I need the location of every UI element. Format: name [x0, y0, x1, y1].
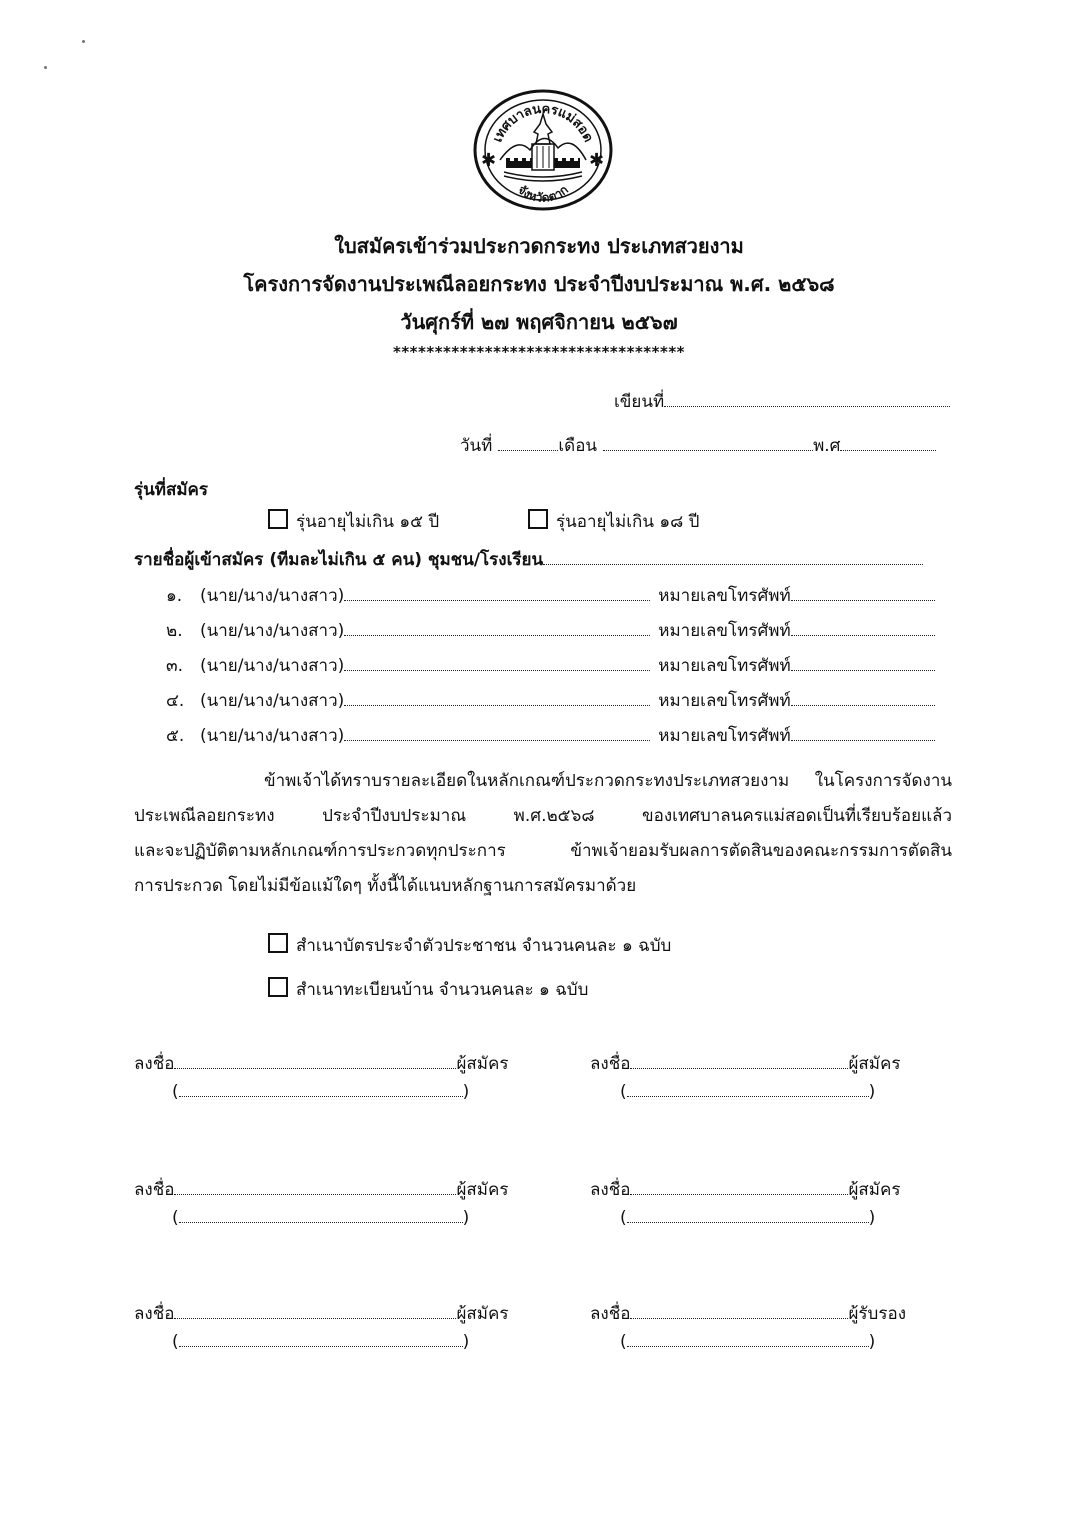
sign-label: ลงชื่อ — [134, 1304, 175, 1324]
signature-block — [134, 1300, 509, 1327]
signature-block — [590, 1300, 906, 1327]
applicant-role-label: ผู้สมัคร — [456, 1180, 509, 1200]
applicant-name-field[interactable] — [344, 621, 650, 636]
sign-label: ลงชื่อ — [590, 1180, 631, 1200]
written-at-field[interactable] — [664, 392, 950, 407]
scan-speck — [82, 40, 85, 43]
form-title: ใบสมัครเข้าร่วมประกวดกระทง ประเภทสวยงาม — [334, 234, 744, 258]
applicant-role-label: ผู้สมัคร — [456, 1304, 509, 1324]
close-paren: ) — [868, 1332, 876, 1352]
house-registration-copy-checkbox[interactable] — [268, 977, 288, 997]
phone-field[interactable] — [791, 726, 935, 741]
signature-block — [134, 1050, 509, 1077]
close-paren: ) — [868, 1082, 876, 1102]
open-paren: ( — [172, 1208, 179, 1228]
phone-label: หมายเลขโทรศัพท์ — [658, 656, 791, 676]
month-label: เดือน — [558, 436, 598, 456]
day-field[interactable] — [498, 436, 558, 451]
declaration-line: การประกวด โดยไม่มีข้อแม้ใดๆ ทั้งนี้ได้แนบหลักฐานการสมัครมาด้วย — [134, 876, 637, 896]
svg-text:จังหวัดตาก — [515, 183, 571, 205]
printed-name-field[interactable] — [627, 1208, 869, 1223]
svg-text:✱: ✱ — [589, 150, 605, 171]
phone-label: หมายเลขโทรศัพท์ — [658, 621, 791, 641]
printed-name-field[interactable] — [179, 1082, 463, 1097]
written-at-label: เขียนที่ — [614, 392, 665, 412]
id-card-copy-label: สำเนาบัตรประจำตัวประชาชน จำนวนคนละ ๑ ฉบับ — [296, 936, 672, 956]
signature-field[interactable] — [174, 1304, 456, 1319]
sign-label: ลงชื่อ — [590, 1304, 631, 1324]
name-prefix: (นาย/นาง/นางสาว) — [200, 586, 345, 606]
applicants-heading: รายชื่อผู้เข้าสมัคร (ทีมละไม่เกิน ๕ คน) ชุมชน/โรงเรียน — [134, 550, 544, 570]
day-label: วันที่ — [460, 436, 493, 456]
year-label: พ.ศ — [813, 436, 841, 456]
phone-label: หมายเลขโทรศัพท์ — [658, 586, 791, 606]
printed-name-field[interactable] — [627, 1332, 869, 1347]
age18-option-label: รุ่นอายุไม่เกิน ๑๘ ปี — [556, 512, 700, 532]
applicant-row — [166, 652, 935, 679]
signature-block — [134, 1176, 509, 1203]
year-field[interactable] — [840, 436, 936, 451]
age15-option-label: รุ่นอายุไม่เกิน ๑๕ ปี — [296, 512, 440, 532]
applicant-row — [166, 582, 935, 609]
applicant-row — [166, 722, 935, 749]
age15-checkbox[interactable] — [268, 509, 288, 529]
applicant-role-label: ผู้สมัคร — [456, 1054, 509, 1074]
phone-field[interactable] — [791, 621, 935, 636]
declaration-line: ข้าพเจ้าได้ทราบรายละเอียดในหลักเกณฑ์ประกวดกระทงประเภทสวยงาม ในโครงการจัดงาน — [264, 771, 952, 791]
phone-field[interactable] — [791, 586, 935, 601]
close-paren: ) — [462, 1082, 470, 1102]
svg-text:✱: ✱ — [481, 150, 497, 171]
signature-block — [590, 1050, 901, 1077]
month-field[interactable] — [603, 436, 813, 451]
project-title: โครงการจัดงานประเพณีลอยกระทง ประจำปีงบประมาณ พ.ศ. ๒๕๖๘ — [243, 272, 835, 296]
applicant-number: ๑. — [166, 586, 183, 606]
applicant-name-field[interactable] — [344, 656, 650, 671]
applicant-role-label: ผู้สมัคร — [848, 1054, 901, 1074]
applicant-number: ๒. — [166, 621, 183, 641]
sign-label: ลงชื่อ — [134, 1180, 175, 1200]
applicant-row — [166, 687, 935, 714]
applicant-number: ๕. — [166, 726, 185, 746]
printed-name-field[interactable] — [627, 1082, 869, 1097]
signature-field[interactable] — [174, 1054, 456, 1069]
name-prefix: (นาย/นาง/นางสาว) — [200, 691, 345, 711]
open-paren: ( — [620, 1082, 627, 1102]
event-date: วันศุกร์ที่ ๒๗ พฤศจิกายน ๒๕๖๗ — [400, 310, 678, 334]
phone-field[interactable] — [791, 691, 935, 706]
open-paren: ( — [172, 1082, 179, 1102]
printed-name-field[interactable] — [179, 1208, 463, 1223]
declaration-line: ประเพณีลอยกระทง ประจำปีงบประมาณ พ.ศ.๒๕๖๘ ของเทศบาลนครแม่สอดเป็นที่เรียบร้อยแล้ว — [134, 806, 952, 826]
phone-label: หมายเลขโทรศัพท์ — [658, 691, 791, 711]
separator-stars: *********************************** — [392, 343, 686, 361]
seal-bottom-text: จังหวัดตาก — [515, 182, 571, 205]
applicant-row — [166, 617, 935, 644]
scan-speck — [44, 66, 47, 69]
open-paren: ( — [172, 1332, 179, 1352]
sign-label: ลงชื่อ — [590, 1054, 631, 1074]
applicant-name-field[interactable] — [344, 726, 650, 741]
sign-label: ลงชื่อ — [134, 1054, 175, 1074]
applicant-role-label: ผู้สมัคร — [848, 1180, 901, 1200]
open-paren: ( — [620, 1208, 627, 1228]
close-paren: ) — [462, 1332, 470, 1352]
category-label: รุ่นที่สมัคร — [134, 480, 209, 500]
community-school-field[interactable] — [543, 550, 923, 565]
applicant-name-field[interactable] — [344, 691, 650, 706]
declaration-line: และจะปฏิบัติตามหลักเกณฑ์การประกวดทุกประการ ข้าพเจ้ายอมรับผลการตัดสินของคณะกรรมการตัดสิน — [134, 841, 952, 861]
close-paren: ) — [868, 1208, 876, 1228]
municipality-seal-logo — [472, 88, 614, 212]
house-registration-copy-label: สำเนาทะเบียนบ้าน จำนวนคนละ ๑ ฉบับ — [296, 980, 589, 1000]
signature-field[interactable] — [630, 1180, 848, 1195]
phone-label: หมายเลขโทรศัพท์ — [658, 726, 791, 746]
name-prefix: (นาย/นาง/นางสาว) — [200, 726, 345, 746]
applicant-number: ๔. — [166, 691, 185, 711]
age18-checkbox[interactable] — [528, 509, 548, 529]
certifier-role-label: ผู้รับรอง — [848, 1304, 906, 1324]
id-card-copy-checkbox[interactable] — [268, 933, 288, 953]
printed-name-field[interactable] — [179, 1332, 463, 1347]
phone-field[interactable] — [791, 656, 935, 671]
signature-field[interactable] — [630, 1304, 848, 1319]
applicant-number: ๓. — [166, 656, 184, 676]
declaration-paragraph — [134, 764, 952, 904]
open-paren: ( — [620, 1332, 627, 1352]
name-prefix: (นาย/นาง/นางสาว) — [200, 621, 345, 641]
signature-field[interactable] — [174, 1180, 456, 1195]
seal-top-text: เทศบาลนครแม่สอด — [490, 101, 596, 145]
signature-block — [590, 1176, 901, 1203]
signature-field[interactable] — [630, 1054, 848, 1069]
name-prefix: (นาย/นาง/นางสาว) — [200, 656, 345, 676]
applicant-name-field[interactable] — [344, 586, 650, 601]
close-paren: ) — [462, 1208, 470, 1228]
